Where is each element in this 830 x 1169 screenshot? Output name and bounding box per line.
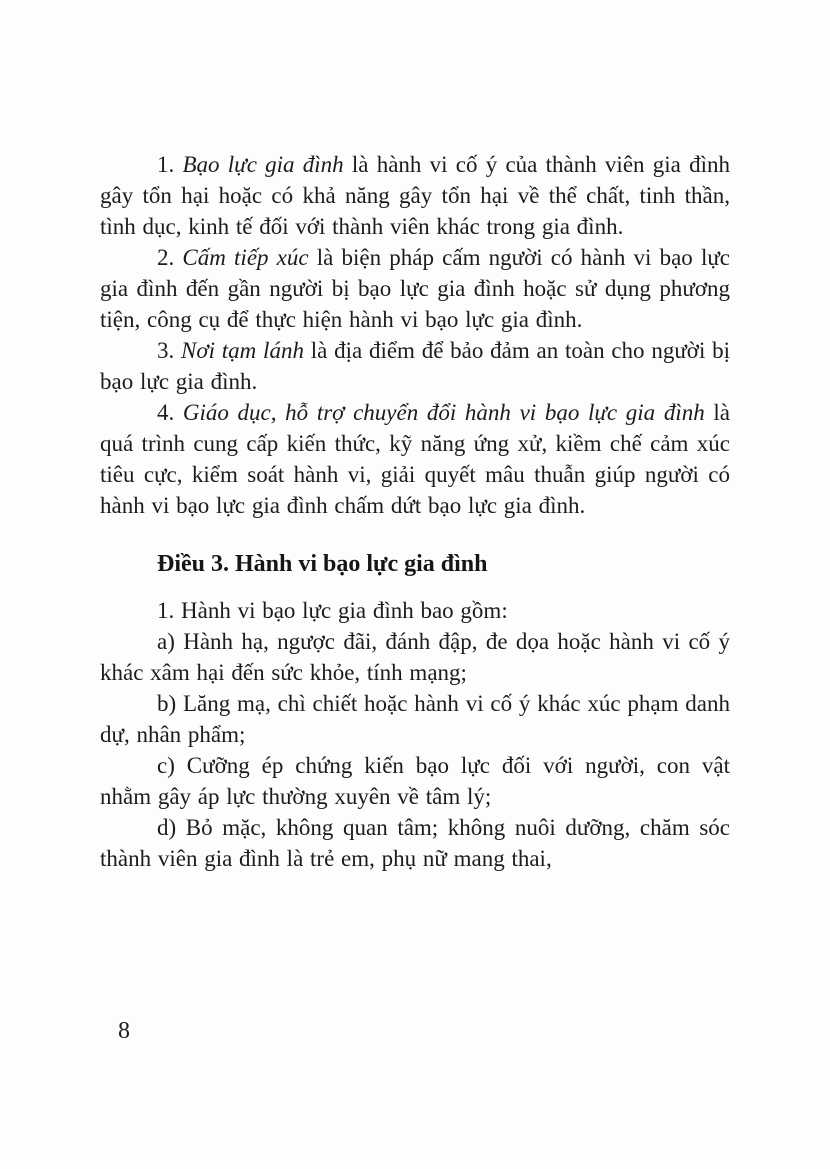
page-number: 8 xyxy=(118,1018,130,1044)
paragraph xyxy=(100,595,730,626)
paragraph xyxy=(100,397,730,521)
text-segment: Cấm tiếp xúc xyxy=(182,245,309,270)
paragraph xyxy=(100,335,730,397)
text-segment: b) Lăng mạ, chì chiết hoặc hành vi cố ý khác xúc phạm danh dự, nhân phẩm; xyxy=(100,691,730,747)
text-segment: 4. xyxy=(157,400,183,425)
paragraph xyxy=(100,626,730,688)
paragraph xyxy=(100,812,730,874)
text-segment: c) Cưỡng ép chứng kiến bạo lực đối với người, con vật nhằm gây áp lực thường xuyên về tâm lý; xyxy=(100,753,730,809)
text-segment: là biện pháp cấm người có hành vi bạo lực gia đình đến gần người bị bạo lực gia đình hoặc sử dụng phương tiện, công cụ để thực hiện hành vi bạo lực gia đình. xyxy=(100,245,731,332)
text-segment: Giáo dục, hỗ trợ chuyển đổi hành vi bạo lực gia đình xyxy=(182,400,705,425)
text-segment: a) Hành hạ, ngược đãi, đánh đập, đe dọa hoặc hành vi cố ý khác xâm hại đến sức khỏe, tính mạng; xyxy=(100,629,730,685)
text-segment: là quá trình cung cấp kiến thức, kỹ năng ứng xử, kiềm chế cảm xúc tiêu cực, kiểm soát hành vi, giải quyết mâu thuẫn giúp người có hành vi bạo lực gia đình chấm dứt bạo lực gia đình. xyxy=(100,400,730,518)
paragraph xyxy=(100,688,730,750)
text-segment: d) Bỏ mặc, không quan tâm; không nuôi dưỡng, chăm sóc thành viên gia đình là trẻ em, phụ nữ mang thai, xyxy=(100,815,730,871)
paragraph xyxy=(100,149,730,242)
text-segment: 3. xyxy=(157,338,182,363)
text-segment: Điều 3. Hành vi bạo lực gia đình xyxy=(157,551,488,577)
paragraph xyxy=(100,242,730,335)
text-segment: Bạo lực gia đình xyxy=(182,152,344,177)
text-segment: là địa điểm để bảo đảm an toàn cho người bị bạo lực gia đình. xyxy=(100,338,730,394)
page-body xyxy=(100,149,730,874)
article-heading xyxy=(100,548,730,581)
text-segment: 1. xyxy=(157,152,183,177)
paragraph xyxy=(100,750,730,812)
text-segment: Nơi tạm lánh xyxy=(181,338,304,363)
text-segment: 1. Hành vi bạo lực gia đình bao gồm: xyxy=(157,598,508,623)
text-segment: là hành vi cố ý của thành viên gia đình gây tổn hại hoặc có khả năng gây tổn hại về thể chất, tinh thần, tình dục, kinh tế đối với thành viên khác trong gia đình. xyxy=(100,152,730,239)
text-segment: 2. xyxy=(157,245,183,270)
